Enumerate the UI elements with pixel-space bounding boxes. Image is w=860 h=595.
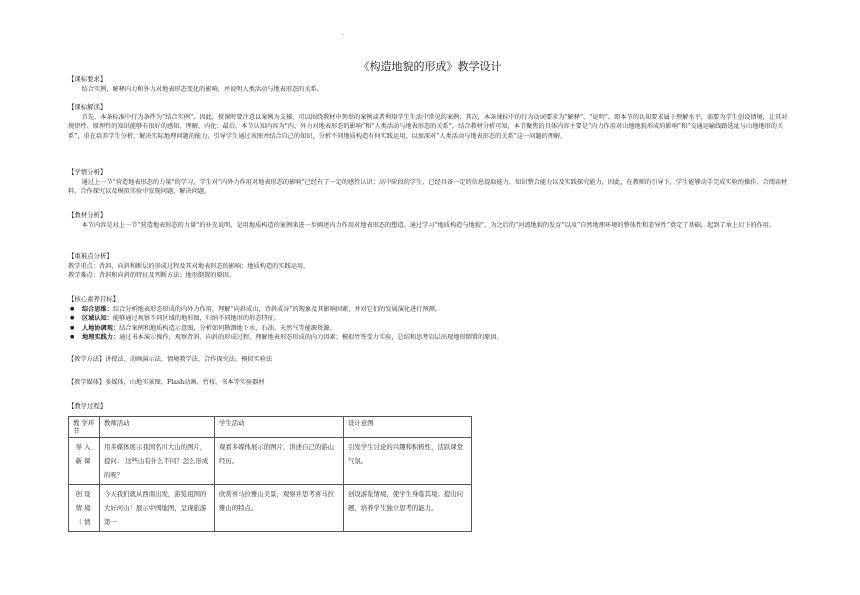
column-header: 学生活动 <box>215 417 344 438</box>
section-heading: 【课标要求】 <box>68 75 107 83</box>
stage-cell: 创设情境（情 <box>69 485 100 532</box>
table-header-row <box>69 417 472 438</box>
section-text: 本节内容是对上一节“营造地表形态的力量”的补充说明，是用地质构造的案例来进一步阐述内力作用对地表形态的塑造。通过学习“地质构造与地貌”，为之后的“河流地貌的发育”以及“自然地理环境的整体性和差异性”奠定了基础，起到了承上启下的作用。 <box>81 221 776 229</box>
section-text: 多媒体、山地实景图、Flash动画、竹枝、书本等实验器材 <box>105 379 265 386</box>
intent-cell: 创设游览情境，使学生身临其境；提出问题，培养学生独立思考的能力。 <box>344 485 472 532</box>
goal-label: 地理实践力： <box>82 334 120 342</box>
section-interpret <box>68 103 790 141</box>
list-item <box>68 314 790 324</box>
section-curriculum <box>68 75 790 94</box>
student-cell: 欣赏喜马拉雅山美景，观察并思考喜马拉雅山的特点。 <box>215 485 344 532</box>
section-media <box>68 378 790 388</box>
goal-text: 结合案例和地质构造示意图，分析如何勘测地下水、石油、天然气等能源资源。 <box>119 324 336 332</box>
table-row <box>69 485 472 532</box>
section-methods <box>68 355 790 365</box>
section-text: 结合实例，解释内力和外力对地表形态变化的影响，并说明人类活动与地表形态的关系。 <box>81 85 323 93</box>
section-heading: 【教学过程】 <box>68 402 107 410</box>
header-mark: · <box>342 32 344 39</box>
list-item <box>68 324 790 334</box>
section-heading: 【核心素养目标】 <box>68 295 120 303</box>
teacher-cell: 用多媒体展示我国名川大山的图片，提问： 这些山有什么不同？怎么形成的呢？ <box>100 438 215 485</box>
goal-label: 人地协调观： <box>82 324 120 332</box>
table-row <box>69 438 472 485</box>
goal-label: 综合思维： <box>82 305 113 313</box>
teacher-cell: 今天我们就从西南出发，游览祖国的大好河山！展示中国地图，呈现旅游第一 <box>100 485 215 532</box>
section-learners <box>68 168 790 197</box>
column-header: 教 学环节 <box>69 417 100 438</box>
column-header: 教师活动 <box>100 417 215 438</box>
section-text: 首先，本条标准中行为条件为“结合实例”，因此，授课时要注意以案例为支撑，可以围绕教材中列举的案例或者利用学生生活中常见的案例；其次，本条课标中的行为动词要求为“解释”、“说明”，即本节的认知要求属于理解水平，需要为学生创设情境，让其对规律性、原理性的知识能够有很好的感知、理解、内化；最后，本节认知内容为“内、外力对地表形态的影响”和“人类活动与地表形态的关系”，结合教材分析可知，本节聚焦的具体内容主要是“内力作用对山地地貌形成的影响”和“交通运输线路选址与山地地形的关系”，重在培养学生分析、解决实际地理问题的能力，引导学生通过该图并结合自己的知识，分析不同地质构造有何实践运用，以加深对“人类活动与地表形态的关系”这一问题的理解。 <box>68 113 788 140</box>
section-process <box>68 402 790 412</box>
section-text: 讲授法、动画演示法、情境教学法、合作探究法、模拟实验法 <box>105 356 273 363</box>
section-heading: 【教材分析】 <box>68 211 107 219</box>
section-heading: 【学情分析】 <box>68 168 107 176</box>
section-heading: 【教学方法】 <box>68 356 106 363</box>
list-item <box>68 305 790 315</box>
goal-text: 能够通过观察不同区域的地形图，归纳不同地形的形态特征。 <box>112 315 280 323</box>
goal-label: 区域认知： <box>82 315 113 323</box>
section-goals <box>68 295 790 343</box>
stage-cell: 导入新课 <box>69 438 100 485</box>
section-textbook <box>68 211 790 230</box>
intent-cell: 引发学生讨论的兴趣和积极性，活跃课堂气氛。 <box>344 438 472 485</box>
goal-text: 综合分析地表形态形成的内外力作用，理解“向斜成山、背斜成谷”的现象及其影响因素，并对它们的发展演化进行预测。 <box>112 305 442 313</box>
section-heading: 【课标解读】 <box>68 103 107 111</box>
process-table <box>68 416 472 532</box>
section-heading: 【重难点分析】 <box>68 252 113 260</box>
section-keypoints <box>68 252 790 281</box>
section-heading: 【教学媒体】 <box>68 379 106 386</box>
student-cell: 观看多媒体展示的图片，讲述自己的游山经历。 <box>215 438 344 485</box>
list-item <box>68 333 790 343</box>
goals-list <box>68 305 790 343</box>
section-text: 通过上一节“营造地表形态的力量”的学习，学生对“内外力作用对地表形态的影响”已经有了一定的感性认识；高中阶段的学生，已经具备一定的信息提取能力、知识整合能力以及实践探究能力，因此，在教师的引导下，学生能够动手完成实验的操作、合阅读材料、合作探究以及模拟实验中发现问题、解决问题。 <box>68 178 788 196</box>
key-focus: 教学重点：背斜、向斜和断层的形成过程及其对地表形态的影响；地质构造的实践运用。 <box>68 262 310 270</box>
document-title: 《构造地貌的形成》教学设计 <box>358 60 502 73</box>
key-difficulty: 教学难点：背斜和向斜的特征及判断方法；地形倒置的原因。 <box>68 272 236 280</box>
column-header: 设计意图 <box>344 417 472 438</box>
goal-text: 通过书本演示操作，观察背斜、向斜的形成过程，理解地表形态形成的内力因素；模拟竹签受力实验，总结和思考岩层出现地形倒置的原因。 <box>119 334 503 342</box>
